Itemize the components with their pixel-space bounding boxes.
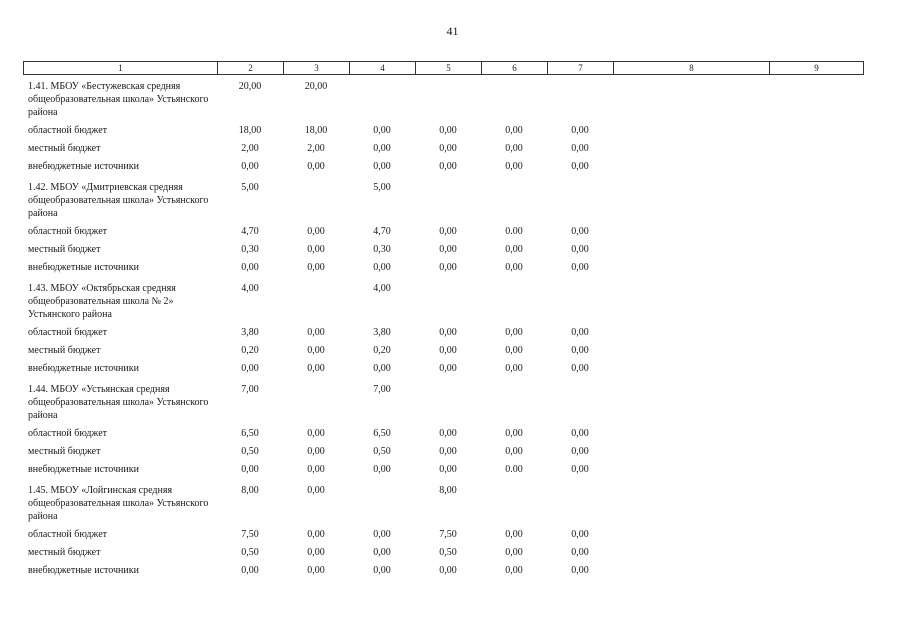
- table-cell: 0,00: [505, 565, 523, 576]
- table-cell: 0,00: [307, 547, 325, 558]
- table-cell: 0,00: [307, 428, 325, 439]
- section-title: 1.41. МБОУ «Бестужевская средняя общеобразовательная школа» Устьянского района: [28, 81, 209, 118]
- table-cell: 0,00: [571, 464, 589, 475]
- page-number: 41: [446, 24, 459, 38]
- table-cell: 18,00: [238, 125, 262, 136]
- table-cell: 0,00: [307, 161, 325, 172]
- section-title: 1.45. МБОУ «Лойгинская средняя общеобразовательная школа» Устьянского района: [28, 485, 209, 522]
- total-value: [481, 378, 547, 425]
- table-cell: 0,20: [373, 345, 391, 356]
- table-cell: 0,00: [571, 363, 589, 374]
- total-value: [547, 378, 613, 425]
- table-cell: 7,50: [241, 529, 259, 540]
- table-cell: 0,00: [505, 529, 523, 540]
- table-cell: 0,30: [373, 244, 391, 255]
- table-cell: 0,00: [373, 262, 391, 273]
- table-cell: 0.00: [505, 226, 523, 237]
- row-label: местный бюджет: [28, 446, 101, 457]
- table-cell: 0,00: [571, 262, 589, 273]
- total-value: [283, 277, 349, 324]
- total-value: [415, 75, 481, 122]
- table-cell: 0,00: [307, 262, 325, 273]
- table-cell: 0,00: [505, 345, 523, 356]
- total-value: 5,00: [373, 182, 391, 193]
- table-cell: 0,00: [505, 446, 523, 457]
- table-cell: 0,00: [241, 363, 259, 374]
- row-label: внебюджетные источники: [28, 363, 139, 374]
- total-value: [481, 176, 547, 223]
- total-value: 20,00: [304, 81, 328, 92]
- table-cell: 0,00: [307, 529, 325, 540]
- column-header-1: 1: [24, 62, 218, 75]
- total-value: [415, 378, 481, 425]
- total-value: [547, 176, 613, 223]
- table-cell: 0,00: [505, 262, 523, 273]
- total-value: [547, 277, 613, 324]
- section-title: 1.44. МБОУ «Устьянская средняя общеобразовательная школа» Устьянского района: [28, 384, 209, 421]
- row-label: местный бюджет: [28, 244, 101, 255]
- row-label: внебюджетные источники: [28, 262, 139, 273]
- table-cell: 0,00: [373, 161, 391, 172]
- table-cell: 0,00: [439, 244, 457, 255]
- table-cell: 0,00: [373, 143, 391, 154]
- row-label: местный бюджет: [28, 143, 101, 154]
- table-cell: 0,00: [571, 125, 589, 136]
- column-header-4: 4: [350, 62, 416, 75]
- table-cell: 0,00: [571, 345, 589, 356]
- table-cell: 4,70: [241, 226, 259, 237]
- table-cell: 0,00: [505, 327, 523, 338]
- table-cell: 0,00: [241, 464, 259, 475]
- table-cell: 0,00: [241, 161, 259, 172]
- table-cell: 7,50: [439, 529, 457, 540]
- table-cell: 0,00: [241, 565, 259, 576]
- table-cell: 0,00: [307, 565, 325, 576]
- column-header-3: 3: [284, 62, 350, 75]
- table-cell: 0,00: [505, 547, 523, 558]
- table-cell: 0,30: [241, 244, 259, 255]
- section-title: 1.42. МБОУ «Дмитриевская средняя общеобразовательная школа» Устьянского района: [28, 182, 209, 219]
- column-number-header: [23, 61, 864, 75]
- column-header-8: 8: [614, 62, 770, 75]
- column-header-2: 2: [218, 62, 284, 75]
- table-cell: 2,00: [307, 143, 325, 154]
- table-cell: 0,00: [241, 262, 259, 273]
- total-value: [481, 277, 547, 324]
- total-value: [283, 176, 349, 223]
- total-value: [349, 479, 415, 526]
- row-label: внебюджетные источники: [28, 161, 139, 172]
- table-cell: 0,00: [439, 345, 457, 356]
- table-cell: 0,50: [373, 446, 391, 457]
- total-value: [415, 277, 481, 324]
- table-cell: 0,00: [571, 226, 589, 237]
- row-label: местный бюджет: [28, 345, 101, 356]
- table-cell: 0,00: [439, 363, 457, 374]
- table-cell: 6,50: [241, 428, 259, 439]
- table-cell: 0,00: [571, 327, 589, 338]
- column-header-9: 9: [770, 62, 864, 75]
- total-value: 8,00: [439, 485, 457, 496]
- table-cell: 0,00: [307, 327, 325, 338]
- table-cell: 0,00: [439, 428, 457, 439]
- table-cell: 0,00: [373, 529, 391, 540]
- budget-table: [23, 61, 863, 580]
- table-cell: 0,00: [439, 143, 457, 154]
- table-cell: 0,00: [439, 327, 457, 338]
- table-cell: 0,00: [571, 446, 589, 457]
- total-value: [283, 378, 349, 425]
- table-cell: 0,00: [439, 125, 457, 136]
- table-cell: 0,00: [373, 363, 391, 374]
- table-cell: 0,00: [307, 345, 325, 356]
- table-cell: 0,20: [241, 345, 259, 356]
- total-value: [349, 75, 415, 122]
- total-value: 0,00: [307, 485, 325, 496]
- total-value: [481, 479, 547, 526]
- row-label: внебюджетные источники: [28, 565, 139, 576]
- total-value: [481, 75, 547, 122]
- table-cell: 0,00: [307, 244, 325, 255]
- table-cell: 0,50: [241, 547, 259, 558]
- table-cell: 0,00: [571, 161, 589, 172]
- total-value: 7,00: [373, 384, 391, 395]
- table-cell: 0,00: [439, 446, 457, 457]
- section-title: 1.43. МБОУ «Октябрьская средняя общеобразовательная школа № 2» Устьянского района: [28, 283, 176, 320]
- table-cell: 0,00: [373, 125, 391, 136]
- table-cell: 0,00: [307, 464, 325, 475]
- row-label: внебюджетные источники: [28, 464, 139, 475]
- table-cell: 0,00: [439, 161, 457, 172]
- row-label: областной бюджет: [28, 428, 108, 439]
- table-body: [23, 75, 863, 580]
- table-cell: 0,00: [373, 464, 391, 475]
- total-value: [547, 479, 613, 526]
- table-cell: 0,00: [307, 446, 325, 457]
- table-cell: 0,00: [373, 565, 391, 576]
- total-value: [547, 75, 613, 122]
- row-label: областной бюджет: [28, 327, 108, 338]
- table-cell: 0,50: [439, 547, 457, 558]
- table-cell: 3,80: [373, 327, 391, 338]
- column-header-6: 6: [482, 62, 548, 75]
- total-value: 8,00: [241, 485, 259, 496]
- table-cell: 4,70: [373, 226, 391, 237]
- table-cell: 0,00: [505, 363, 523, 374]
- table-cell: 0,00: [439, 262, 457, 273]
- table-cell: 0,00: [307, 363, 325, 374]
- table-cell: 0,00: [439, 226, 457, 237]
- table-cell: 0,00: [505, 143, 523, 154]
- table-cell: 0,00: [439, 565, 457, 576]
- table-cell: 3,80: [241, 327, 259, 338]
- table-cell: 18,00: [304, 125, 328, 136]
- row-label: областной бюджет: [28, 125, 108, 136]
- table-cell: 0,00: [571, 143, 589, 154]
- total-value: [415, 176, 481, 223]
- table-cell: 0,00: [571, 244, 589, 255]
- table-cell: 0,00: [373, 547, 391, 558]
- table-cell: 0.00: [505, 464, 523, 475]
- table-cell: 0,00: [571, 529, 589, 540]
- column-header-7: 7: [548, 62, 614, 75]
- table-cell: 2,00: [241, 143, 259, 154]
- row-label: местный бюджет: [28, 547, 101, 558]
- table-cell: 0,00: [505, 125, 523, 136]
- total-value: 4,00: [373, 283, 391, 294]
- table-cell: 0,00: [571, 547, 589, 558]
- table-cell: 0,00: [505, 161, 523, 172]
- total-value: 5,00: [241, 182, 259, 193]
- row-label: областной бюджет: [28, 529, 108, 540]
- table-cell: 0,50: [241, 446, 259, 457]
- table-cell: 0,00: [505, 244, 523, 255]
- table-cell: 0,00: [571, 565, 589, 576]
- table-cell: 0,00: [439, 464, 457, 475]
- total-value: 4,00: [241, 283, 259, 294]
- total-value: 20,00: [238, 81, 262, 92]
- table-cell: 0,00: [505, 428, 523, 439]
- total-value: 7,00: [241, 384, 259, 395]
- table-cell: 0,00: [571, 428, 589, 439]
- table-cell: 6,50: [373, 428, 391, 439]
- table-cell: 0,00: [307, 226, 325, 237]
- row-label: областной бюджет: [28, 226, 108, 237]
- column-header-5: 5: [416, 62, 482, 75]
